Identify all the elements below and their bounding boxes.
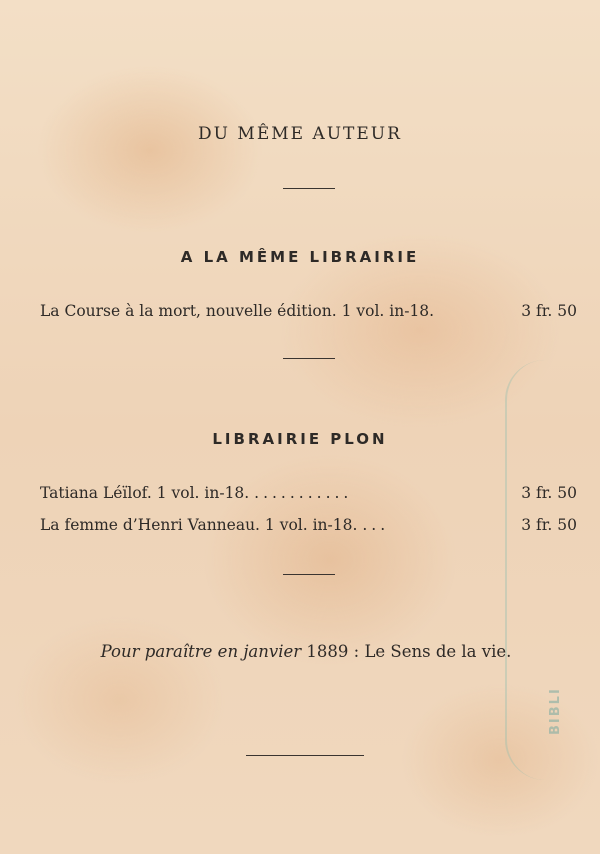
forthcoming-notice [0,642,600,661]
leader-dots: ........... [254,484,353,502]
book-title: La Course à la mort, [40,302,201,320]
divider-1 [283,188,335,189]
page-heading: DU MÊME AUTEUR [198,124,402,144]
divider-4 [246,755,364,756]
book-details: nouvelle édition. 1 vol. in-18. [201,302,435,320]
section-title-plon: LIBRAIRIE PLON [212,430,388,448]
divider-3 [283,574,335,575]
book-title: La femme d’Henri Vanneau. [40,516,260,534]
forthcoming-year: 1889 : [301,642,365,661]
book-details: 1 vol. in-18. [151,484,255,502]
book-entry-tatiana [40,484,577,502]
book-title: Tatiana Léïlof. [40,484,152,502]
book-entry-course [40,302,577,320]
forthcoming-lead: Pour paraître en janvier [100,642,302,661]
leader-dots: ... [362,516,390,534]
book-price: 3 fr. 50 [521,302,577,320]
library-stamp-text: BIBLI [548,687,563,735]
divider-2 [283,358,335,359]
book-entry-vanneau [40,516,577,534]
book-price: 3 fr. 50 [521,484,577,502]
book-price: 3 fr. 50 [521,516,577,534]
book-details: 1 vol. in-18. [259,516,363,534]
forthcoming-title: Le Sens de la vie. [364,642,512,661]
section-title-same-publisher: A LA MÊME LIBRAIRIE [180,248,420,266]
